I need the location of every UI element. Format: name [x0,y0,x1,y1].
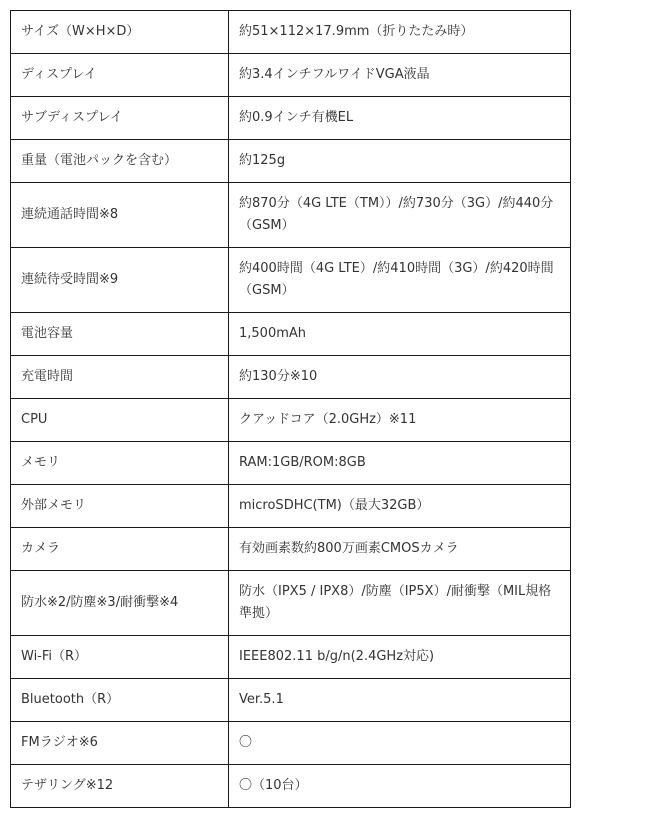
spec-label: 防水※2/防塵※3/耐衝撃※4 [11,571,229,636]
spec-value: IEEE802.11 b/g/n(2.4GHz対応) [229,636,571,679]
table-row [11,485,571,528]
table-row [11,636,571,679]
table-row [11,528,571,571]
table-row [11,140,571,183]
table-row [11,183,571,248]
table-row [11,765,571,808]
table-row [11,399,571,442]
spec-label: FMラジオ※6 [11,722,229,765]
spec-label: CPU [11,399,229,442]
table-row [11,11,571,54]
spec-label: メモリ [11,442,229,485]
spec-label: サイズ（W×H×D） [11,11,229,54]
spec-table [10,10,571,808]
spec-label: Bluetooth（R） [11,679,229,722]
spec-value: 防水（IPX5 / IPX8）/防塵（IP5X）/耐衝撃（MIL規格準拠） [229,571,571,636]
spec-value: 1,500mAh [229,313,571,356]
spec-value: microSDHC(TM)（最大32GB） [229,485,571,528]
spec-value: 約125g [229,140,571,183]
spec-value: 約130分※10 [229,356,571,399]
spec-value: 有効画素数約800万画素CMOSカメラ [229,528,571,571]
spec-label: 連続待受時間※9 [11,248,229,313]
table-row [11,722,571,765]
spec-label: 充電時間 [11,356,229,399]
spec-label: 連続通話時間※8 [11,183,229,248]
spec-label: テザリング※12 [11,765,229,808]
spec-value: Ver.5.1 [229,679,571,722]
spec-label: カメラ [11,528,229,571]
spec-label: 電池容量 [11,313,229,356]
spec-value: RAM:1GB/ROM:8GB [229,442,571,485]
spec-value: 〇（10台） [229,765,571,808]
spec-value: 約0.9インチ有機EL [229,97,571,140]
spec-value: 約870分（4G LTE（TM））/約730分（3G）/約440分（GSM） [229,183,571,248]
spec-value: 約51×112×17.9mm（折りたたみ時） [229,11,571,54]
table-row [11,356,571,399]
spec-value: 〇 [229,722,571,765]
table-row [11,97,571,140]
spec-label: ディスプレイ [11,54,229,97]
spec-value: クアッドコア（2.0GHz）※11 [229,399,571,442]
spec-label: Wi-Fi（R） [11,636,229,679]
spec-label: サブディスプレイ [11,97,229,140]
table-row [11,679,571,722]
spec-value: 約400時間（4G LTE）/約410時間（3G）/約420時間（GSM） [229,248,571,313]
spec-label: 重量（電池パックを含む） [11,140,229,183]
table-row [11,54,571,97]
table-row [11,442,571,485]
spec-label: 外部メモリ [11,485,229,528]
spec-value: 約3.4インチフルワイドVGA液晶 [229,54,571,97]
table-row [11,571,571,636]
table-row [11,248,571,313]
table-row [11,313,571,356]
